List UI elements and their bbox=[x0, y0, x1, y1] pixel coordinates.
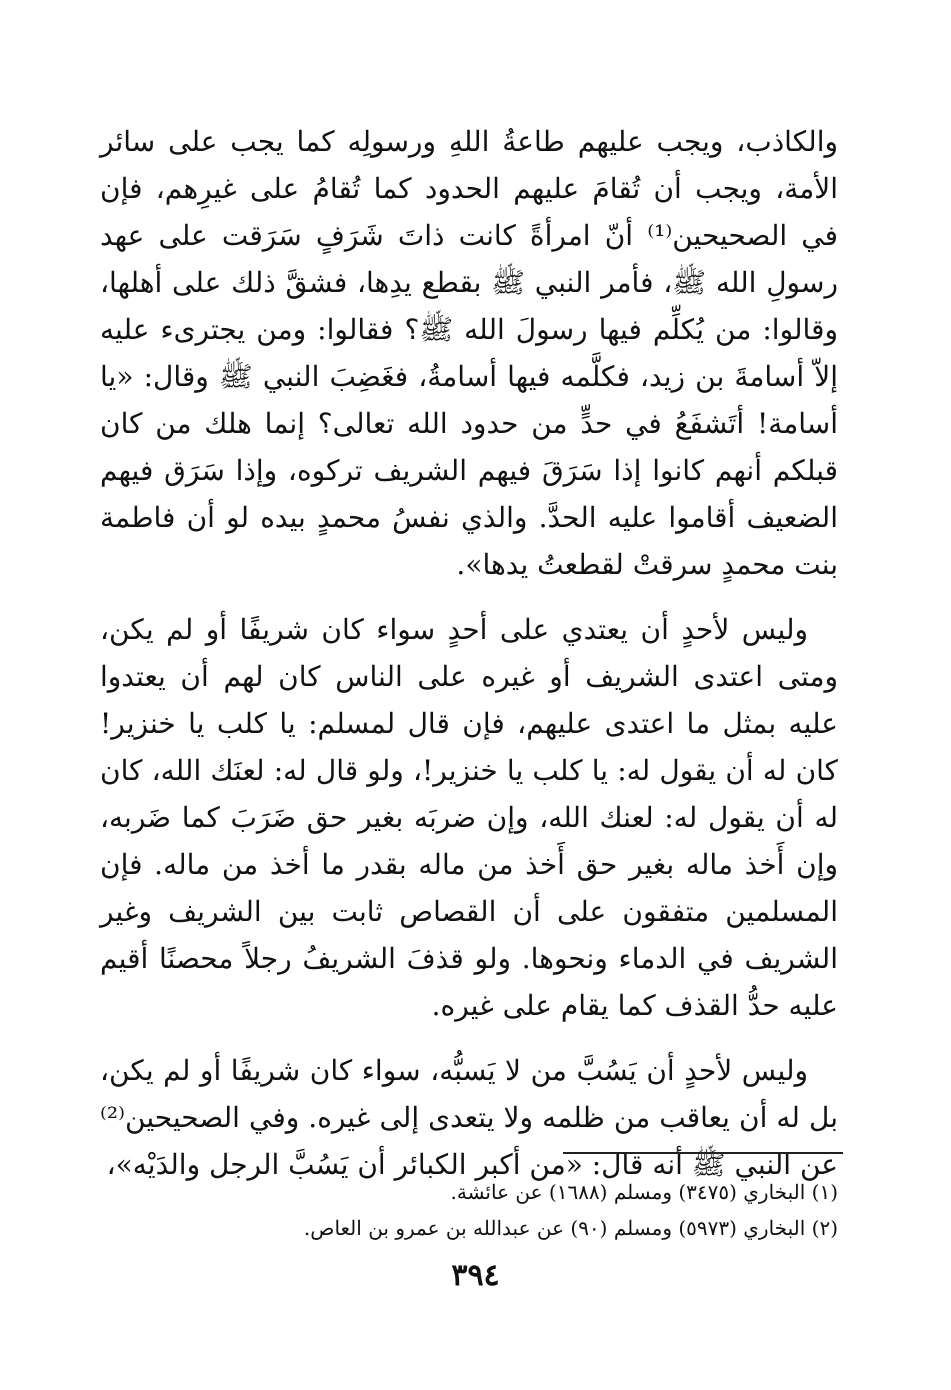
footnote-2: (٢) البخاري (٥٩٧٣) ومسلم (٩٠) عن عبدالله بن عمرو بن العاص. bbox=[303, 1216, 838, 1240]
footnote-divider bbox=[563, 1152, 843, 1154]
footnote-1: (١) البخاري (٣٤٧٥) ومسلم (١٦٨٨) عن عائشة. bbox=[450, 1180, 838, 1204]
paragraph-3: وليس لأحدٍ أن يَسُبَّ من لا يَسبُّه، سواء كان شريفًا أو لم يكن، بل له أن يعاقب من ظلمه ولا يتعدى إلى غيره. وفي الصحيحين⁽²⁾ عن النبي ﷺ أنه قال: «من أكبر الكبائر أن يَسُبَّ الرجل والدَيْه»، bbox=[100, 1054, 838, 1181]
paragraph-2: وليس لأحدٍ أن يعتدي على أحدٍ سواء كان شريفًا أو لم يكن، ومتى اعتدى الشريف أو غيره على الناس كان لهم أن يعتدوا عليه بمثل ما اعتدى عليهم، فإن قال لمسلم: يا كلب يا خنزير! كان له أن يقول له: يا كلب يا خنزير!، ولو قال له: لعنَك الله، كان له أن يقول له: لعنك الله، وإن ضربَه بغير حق ضَرَبَ كما ضَربه، وإن أَخذ ماله بغير حق أَخذ من ماله بقدر ما أخذ من ماله. فإن المسلمين متفقون على أن القصاص ثابت بين الشريف وغير الشريف في الدماء ونحوها. ولو قذفَ الشريفُ رجلاً محصنًا أقيم عليه حدُّ القذف كما يقام على غيره. bbox=[100, 613, 838, 1022]
page-body bbox=[100, 118, 838, 1188]
footnotes bbox=[100, 1174, 838, 1246]
page-number: ٣٩٤ bbox=[451, 1258, 500, 1293]
paragraph-1: والكاذب، ويجب عليهم طاعةُ اللهِ ورسولِه كما يجب على سائر الأمة، ويجب أن تُقامَ عليهم الحدود كما تُقامُ على غيرِهم، فإن في الصحيحين⁽¹⁾ أنّ امرأةً كانت ذاتَ شَرَفٍ سَرَقت على عهد رسولِ الله ﷺ، فأمر النبي ﷺ بقطع يدِها، فشقَّ ذلك على أهلها، وقالوا: من يُكلِّم فيها رسولَ الله ﷺ؟ فقالوا: ومن يجترىء عليه إلاّ أسامةَ بن زيد، فكلَّمه فيها أسامةُ، فغَضِبَ النبي ﷺ وقال: «يا أسامة! أتَشفَعُ في حدٍّ من حدود الله تعالى؟ إنما هلك من كان قبلكم أنهم كانوا إذا سَرَقَ فيهم الشريف تركوه، وإذا سَرَق فيهم الضعيف أقاموا عليه الحدَّ. والذي نفسُ محمدٍ بيده لو أن فاطمة بنت محمدٍ سرقتْ لقطعتُ يدها». bbox=[100, 125, 838, 581]
